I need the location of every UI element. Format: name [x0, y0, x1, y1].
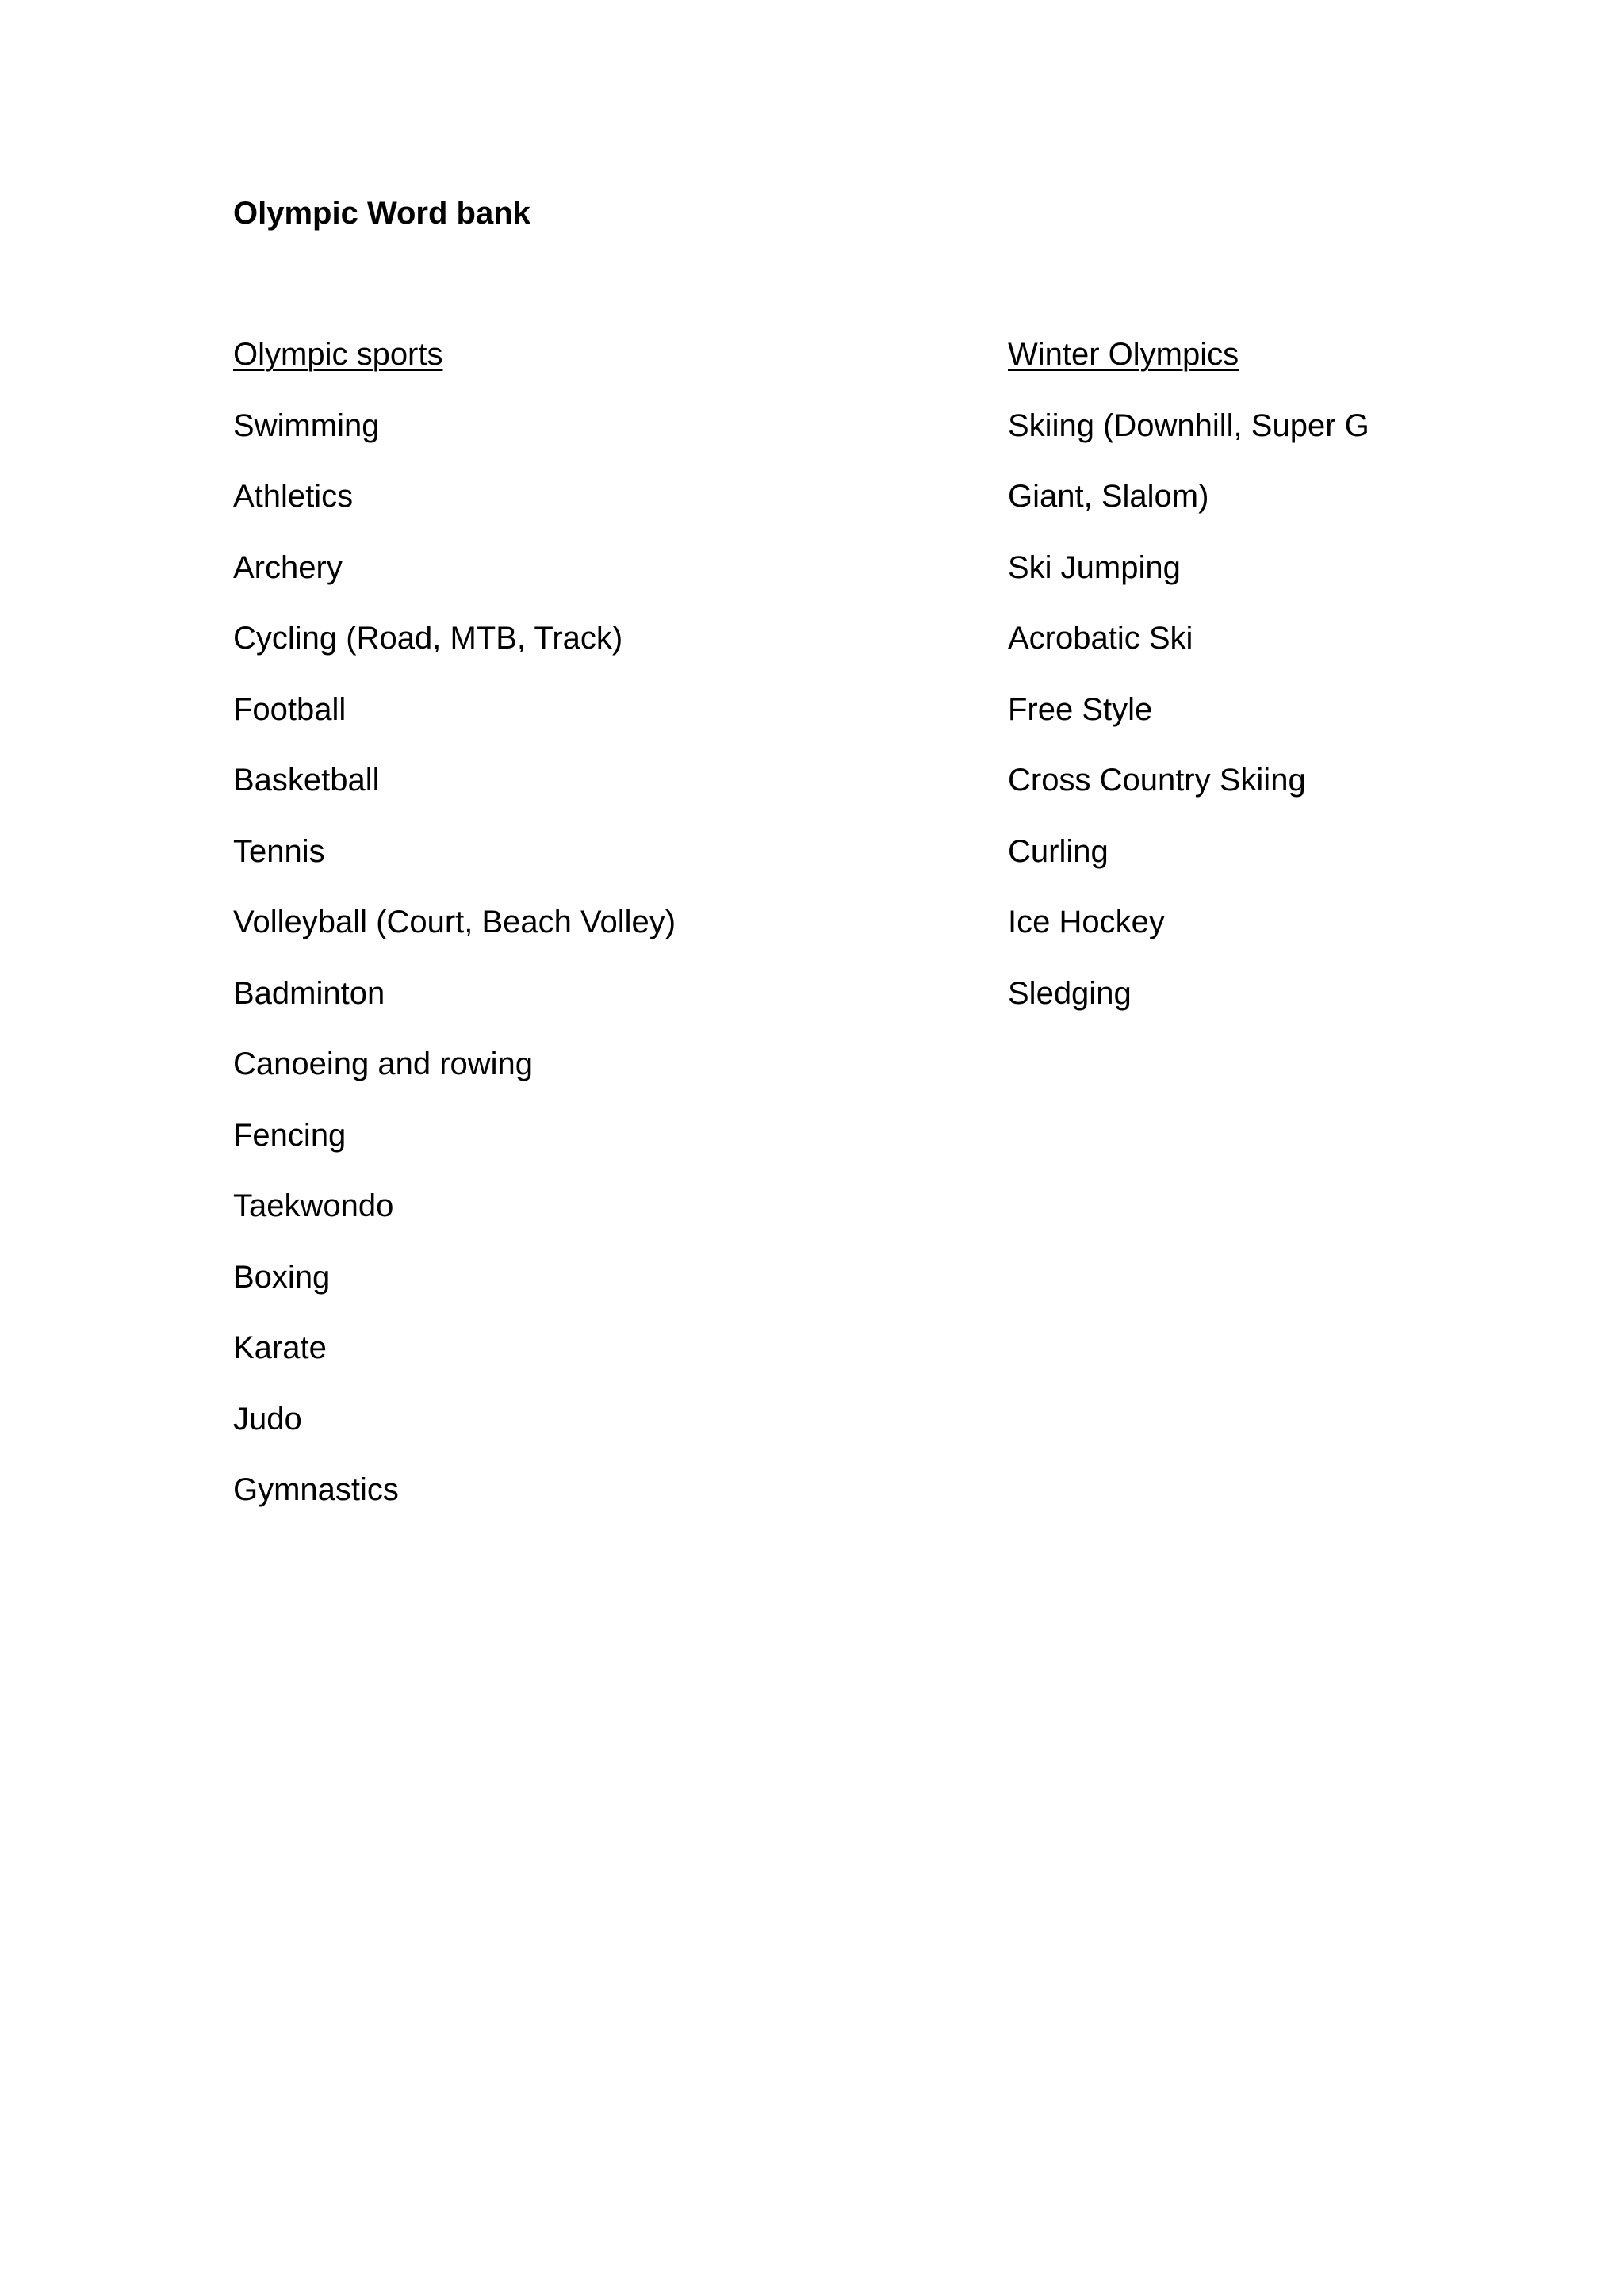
- list-item: Free Style: [1008, 691, 1153, 727]
- list-item: Volleyball (Court, Beach Volley): [233, 905, 676, 939]
- list-item: Taekwondo: [233, 1188, 394, 1223]
- list-item: Ice Hockey: [1008, 905, 1165, 939]
- list-item: Sledging: [1008, 975, 1132, 1011]
- list-item: Canoeing and rowing: [233, 1047, 534, 1081]
- list-item: Ski Jumping: [1008, 549, 1181, 585]
- list-item: Cycling (Road, MTB, Track): [233, 621, 623, 656]
- list-item: Gymnastics: [233, 1472, 399, 1507]
- list-item: Fencing: [233, 1117, 347, 1153]
- winter-olympics-heading: Winter Olympics: [1008, 337, 1239, 372]
- list-item: Tennis: [233, 833, 325, 869]
- olympic-sports-heading: Olympic sports: [233, 337, 443, 372]
- list-item: Athletics: [233, 479, 354, 514]
- list-item: Archery: [233, 549, 343, 585]
- olympic-sports-list: [233, 406, 676, 1541]
- list-item: Skiing (Downhill, Super G: [1008, 408, 1369, 443]
- list-item: Cross Country Skiing: [1008, 763, 1306, 798]
- winter-olympics-list: [1008, 406, 1369, 1045]
- list-item: Karate: [233, 1330, 327, 1365]
- list-item: Judo: [233, 1401, 302, 1437]
- list-item: Basketball: [233, 763, 380, 798]
- list-item: Badminton: [233, 975, 385, 1011]
- list-item: Giant, Slalom): [1008, 479, 1209, 514]
- olympic-sports-column: [233, 335, 676, 1541]
- list-item: Boxing: [233, 1259, 331, 1295]
- list-item: Acrobatic Ski: [1008, 621, 1193, 656]
- page-title: Olympic Word bank: [233, 196, 530, 231]
- list-item: Swimming: [233, 408, 380, 443]
- list-item: Football: [233, 691, 347, 727]
- list-item: Curling: [1008, 833, 1109, 869]
- winter-olympics-column: [1008, 335, 1369, 1044]
